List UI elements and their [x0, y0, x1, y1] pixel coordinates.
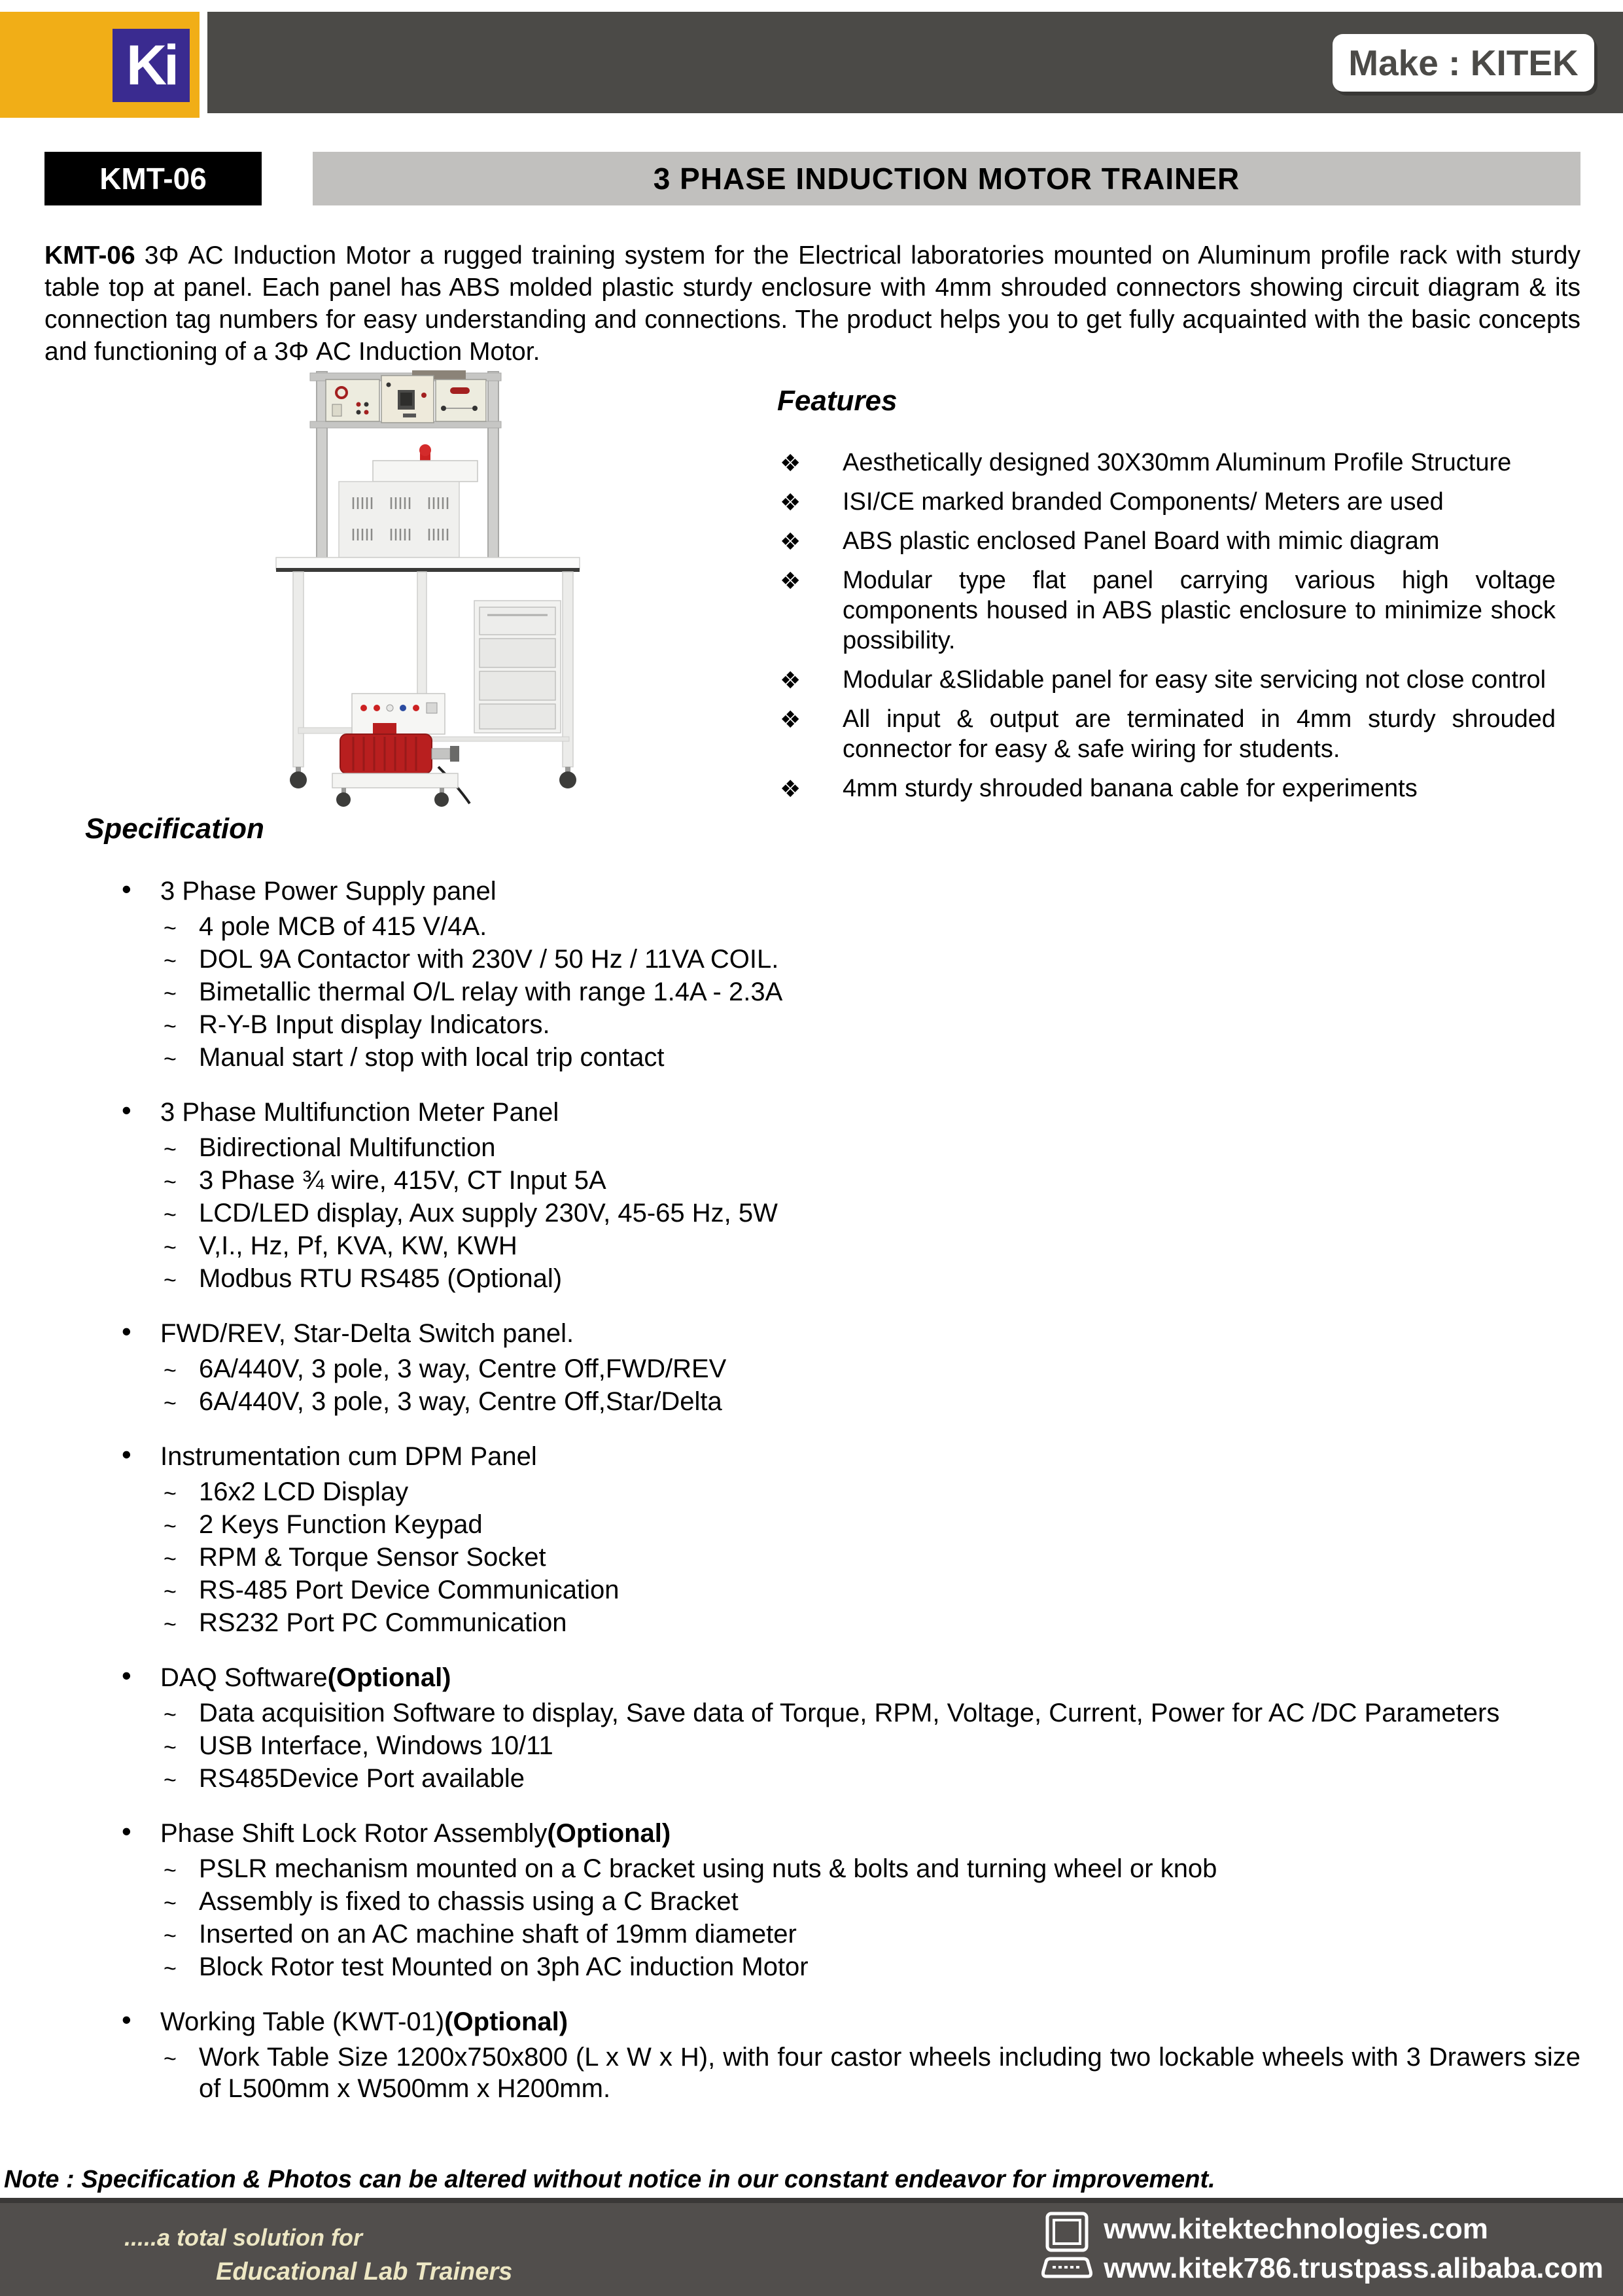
- kitek-logo-mark: [113, 29, 190, 102]
- spec-item-text: RS232 Port PC Communication: [199, 1608, 567, 1637]
- spec-sub-bullet-icon: ~: [164, 1768, 177, 1793]
- spec-group-title: [85, 1316, 1580, 1351]
- website-urls: [1104, 2210, 1603, 2288]
- spec-sublist: [85, 1697, 1580, 1794]
- tagline-line2: Educational Lab Trainers: [216, 2258, 513, 2286]
- spec-group: [85, 1095, 1580, 1294]
- spec-item-text: 6A/440V, 3 pole, 3 way, Centre Off,FWD/REV: [199, 1354, 727, 1383]
- spec-group-title-text: 3 Phase Power Supply panel: [160, 877, 497, 906]
- spec-bullet-icon: •: [122, 1439, 131, 1470]
- spec-sub-bullet-icon: ~: [164, 1235, 177, 1260]
- spec-sub-bullet-icon: ~: [164, 1735, 177, 1760]
- spec-sub-bullet-icon: ~: [164, 981, 177, 1006]
- spec-item-text: 6A/440V, 3 pole, 3 way, Centre Off,Star/Delta: [199, 1387, 722, 1416]
- feature-bullet-icon: ❖: [780, 667, 801, 694]
- spec-item: [85, 1607, 1580, 1638]
- spec-sub-bullet-icon: ~: [164, 1014, 177, 1039]
- feature-item: [777, 448, 1556, 478]
- spec-group-title: [85, 874, 1580, 908]
- model-badge: KMT-06: [44, 152, 262, 205]
- specification-heading: Specification: [85, 813, 264, 845]
- spec-sub-bullet-icon: ~: [164, 1547, 177, 1572]
- intro-body-text: 3Φ AC Induction Motor a rugged training system for the Electrical laboratories mounted on Aluminum profile rack with sturdy table top at panel. Each panel has ABS molded plastic sturdy enclosure with 4mm shrouded connectors showing circuit diagram & its connection tag numbers for easy understanding and connections. The product helps you to get fully acquainted with the basic concepts and functioning of a 3Φ AC Induction Motor.: [44, 241, 1580, 366]
- footer-note: Note : Specification & Photos can be altered without notice in our constant endeavor for improvement.: [4, 2166, 1215, 2193]
- computer-icon: [1039, 2211, 1093, 2287]
- spec-item-text: Data acquisition Software to display, Save data of Torque, RPM, Voltage, Current, Power for AC /DC Parameters: [199, 1699, 1500, 1727]
- feature-text: All input & output are terminated in 4mm sturdy shrouded connector for easy & safe wiring for students.: [843, 705, 1556, 763]
- spec-sub-bullet-icon: ~: [164, 1137, 177, 1162]
- spec-item: [85, 911, 1580, 942]
- spec-item-text: Work Table Size 1200x750x800 (L x W x H), with four castor wheels including two lockable wheels with 3 Drawers size of L500mm x W500mm x H200mm.: [199, 2043, 1580, 2103]
- feature-item: [777, 665, 1556, 695]
- spec-item: [85, 1886, 1580, 1917]
- spec-sub-bullet-icon: ~: [164, 1514, 177, 1539]
- make-label: Make : KITEK: [1333, 34, 1594, 92]
- spec-item: [85, 1009, 1580, 1040]
- spec-item: [85, 1574, 1580, 1606]
- spec-group-title-text: Phase Shift Lock Rotor Assembly: [160, 1819, 548, 1848]
- spec-group: [85, 1439, 1580, 1638]
- feature-text: Aesthetically designed 30X30mm Aluminum Profile Structure: [843, 449, 1512, 476]
- spec-sub-bullet-icon: ~: [164, 1170, 177, 1195]
- spec-item-text: DOL 9A Contactor with 230V / 50 Hz / 11VA COIL.: [199, 945, 779, 974]
- feature-text: Modular &Slidable panel for easy site servicing not close control: [843, 666, 1546, 694]
- spec-group: [85, 1661, 1580, 1794]
- spec-item-text: Bidirectional Multifunction: [199, 1133, 496, 1162]
- spec-group-title-text: FWD/REV, Star-Delta Switch panel.: [160, 1319, 574, 1348]
- website-url-1: www.kitektechnologies.com: [1104, 2213, 1488, 2245]
- feature-bullet-icon: ❖: [780, 567, 801, 594]
- spec-sublist: [85, 1132, 1580, 1294]
- spec-item: [85, 1165, 1580, 1196]
- features-list: [777, 448, 1556, 804]
- trainer-motor: [332, 694, 470, 807]
- spec-sub-bullet-icon: ~: [164, 1268, 177, 1293]
- spec-bullet-icon: •: [122, 1816, 131, 1846]
- spec-group: [85, 874, 1580, 1073]
- spec-bullet-icon: •: [122, 874, 131, 904]
- spec-item-text: RS-485 Port Device Communication: [199, 1576, 620, 1604]
- tagline-line1: .....a total solution for: [124, 2224, 362, 2251]
- spec-bullet-icon: •: [122, 1316, 131, 1347]
- spec-sub-bullet-icon: ~: [164, 1358, 177, 1383]
- intro-paragraph: [44, 239, 1580, 368]
- spec-item: [85, 2041, 1580, 2104]
- feature-bullet-icon: ❖: [780, 450, 801, 476]
- footer-websites: [1039, 2210, 1603, 2288]
- feature-text: Modular type flat panel carrying various high voltage components housed in ABS plastic enclosure to minimize shock possibility.: [843, 567, 1556, 654]
- spec-item: [85, 1542, 1580, 1573]
- website-url-2: www.kitek786.trustpass.alibaba.com: [1104, 2252, 1603, 2284]
- spec-group-title-optional: (Optional): [327, 1663, 451, 1692]
- spec-item-text: 16x2 LCD Display: [199, 1477, 409, 1506]
- spec-item: [85, 1476, 1580, 1508]
- spec-group-title-text: 3 Phase Multifunction Meter Panel: [160, 1098, 559, 1127]
- spec-sublist: [85, 1353, 1580, 1417]
- spec-item: [85, 1853, 1580, 1884]
- spec-sub-bullet-icon: ~: [164, 1891, 177, 1916]
- spec-group: [85, 1316, 1580, 1417]
- spec-item: [85, 1697, 1580, 1729]
- spec-item: [85, 1353, 1580, 1385]
- feature-text: 4mm sturdy shrouded banana cable for experiments: [843, 775, 1418, 802]
- spec-sub-bullet-icon: ~: [164, 1580, 177, 1604]
- feature-item: [777, 526, 1556, 556]
- spec-group: [85, 2005, 1580, 2104]
- spec-sub-bullet-icon: ~: [164, 1956, 177, 1981]
- spec-sub-bullet-icon: ~: [164, 2047, 177, 2072]
- spec-group-title: [85, 1439, 1580, 1474]
- feature-item: [777, 565, 1556, 656]
- spec-sublist: [85, 1476, 1580, 1638]
- spec-sub-bullet-icon: ~: [164, 1047, 177, 1072]
- feature-bullet-icon: ❖: [780, 706, 801, 733]
- spec-group-title-text: Instrumentation cum DPM Panel: [160, 1442, 537, 1471]
- spec-item-text: Bimetallic thermal O/L relay with range 1.4A - 2.3A: [199, 978, 783, 1006]
- features-heading: Features: [777, 385, 898, 417]
- spec-sublist: [85, 1853, 1580, 1983]
- spec-item: [85, 1763, 1580, 1794]
- kitek-logo: [0, 12, 200, 118]
- intro-model-code: KMT-06: [44, 241, 135, 270]
- spec-sub-bullet-icon: ~: [164, 916, 177, 941]
- spec-item: [85, 1951, 1580, 1983]
- spec-item-text: Block Rotor test Mounted on 3ph AC induction Motor: [199, 1952, 809, 1981]
- spec-item: [85, 1509, 1580, 1540]
- spec-sublist: [85, 2041, 1580, 2104]
- spec-sub-bullet-icon: ~: [164, 1481, 177, 1506]
- spec-sub-bullet-icon: ~: [164, 1703, 177, 1727]
- product-photo-illustration: [275, 366, 746, 811]
- spec-item-text: Inserted on an AC machine shaft of 19mm diameter: [199, 1920, 797, 1949]
- spec-sublist: [85, 911, 1580, 1073]
- spec-sub-bullet-icon: ~: [164, 1391, 177, 1416]
- spec-item: [85, 1263, 1580, 1294]
- spec-item-text: V,I., Hz, Pf, KVA, KW, KWH: [199, 1231, 517, 1260]
- trainer-enclosure: [339, 444, 478, 557]
- feature-item: [777, 773, 1556, 804]
- spec-item-text: R-Y-B Input display Indicators.: [199, 1010, 550, 1039]
- page-title: 3 PHASE INDUCTION MOTOR TRAINER: [313, 152, 1580, 205]
- spec-group-title: [85, 1095, 1580, 1129]
- spec-item-text: PSLR mechanism mounted on a C bracket using nuts & bolts and turning wheel or knob: [199, 1854, 1217, 1883]
- specification-groups: [85, 874, 1580, 2104]
- product-photo: [275, 366, 746, 811]
- spec-item: [85, 1730, 1580, 1761]
- spec-item-text: RPM & Torque Sensor Socket: [199, 1543, 546, 1572]
- spec-group-title-optional: (Optional): [444, 2007, 568, 2036]
- spec-group: [85, 1816, 1580, 1983]
- spec-sub-bullet-icon: ~: [164, 1858, 177, 1883]
- feature-bullet-icon: ❖: [780, 489, 801, 516]
- spec-group-title-text: Working Table (KWT-01): [160, 2007, 445, 2036]
- feature-bullet-icon: ❖: [780, 528, 801, 555]
- features-section: [777, 385, 1556, 813]
- spec-group-title: [85, 1661, 1580, 1695]
- spec-item: [85, 1197, 1580, 1229]
- trainer-drawers: [474, 601, 561, 733]
- spec-sub-bullet-icon: ~: [164, 1612, 177, 1637]
- feature-bullet-icon: ❖: [780, 775, 801, 802]
- spec-item-text: USB Interface, Windows 10/11: [199, 1731, 553, 1760]
- feature-item: [777, 487, 1556, 517]
- spec-item-text: 2 Keys Function Keypad: [199, 1510, 483, 1539]
- spec-item: [85, 1918, 1580, 1950]
- spec-group-title-text: DAQ Software: [160, 1663, 328, 1692]
- spec-sub-bullet-icon: ~: [164, 1203, 177, 1227]
- spec-group-title: [85, 2005, 1580, 2039]
- spec-sub-bullet-icon: ~: [164, 949, 177, 974]
- feature-item: [777, 704, 1556, 764]
- spec-sub-bullet-icon: ~: [164, 1924, 177, 1949]
- spec-item-text: 4 pole MCB of 415 V/4A.: [199, 912, 487, 941]
- spec-item: [85, 976, 1580, 1008]
- spec-group-title: [85, 1816, 1580, 1850]
- spec-group-title-optional: (Optional): [547, 1819, 671, 1848]
- kitek-logo-text: Ki: [126, 33, 176, 97]
- spec-item: [85, 1132, 1580, 1163]
- spec-item-text: Modbus RTU RS485 (Optional): [199, 1264, 563, 1293]
- spec-item-text: LCD/LED display, Aux supply 230V, 45-65 Hz, 5W: [199, 1199, 778, 1227]
- feature-text: ISI/CE marked branded Components/ Meters are used: [843, 488, 1444, 516]
- spec-item-text: 3 Phase ¾ wire, 415V, CT Input 5A: [199, 1166, 606, 1195]
- spec-item: [85, 1230, 1580, 1262]
- spec-item-text: Assembly is fixed to chassis using a C Bracket: [199, 1887, 739, 1916]
- spec-bullet-icon: •: [122, 1660, 131, 1691]
- header-bar: [207, 12, 1623, 113]
- footer-band: [0, 2198, 1623, 2296]
- spec-item: [85, 1042, 1580, 1073]
- spec-item-text: Manual start / stop with local trip contact: [199, 1043, 665, 1072]
- spec-item: [85, 1386, 1580, 1417]
- spec-item-text: RS485Device Port available: [199, 1764, 525, 1793]
- spec-item: [85, 944, 1580, 975]
- spec-bullet-icon: •: [122, 1095, 131, 1125]
- feature-text: ABS plastic enclosed Panel Board with mimic diagram: [843, 527, 1440, 555]
- specification-section: [85, 813, 1580, 2127]
- spec-bullet-icon: •: [122, 2004, 131, 2035]
